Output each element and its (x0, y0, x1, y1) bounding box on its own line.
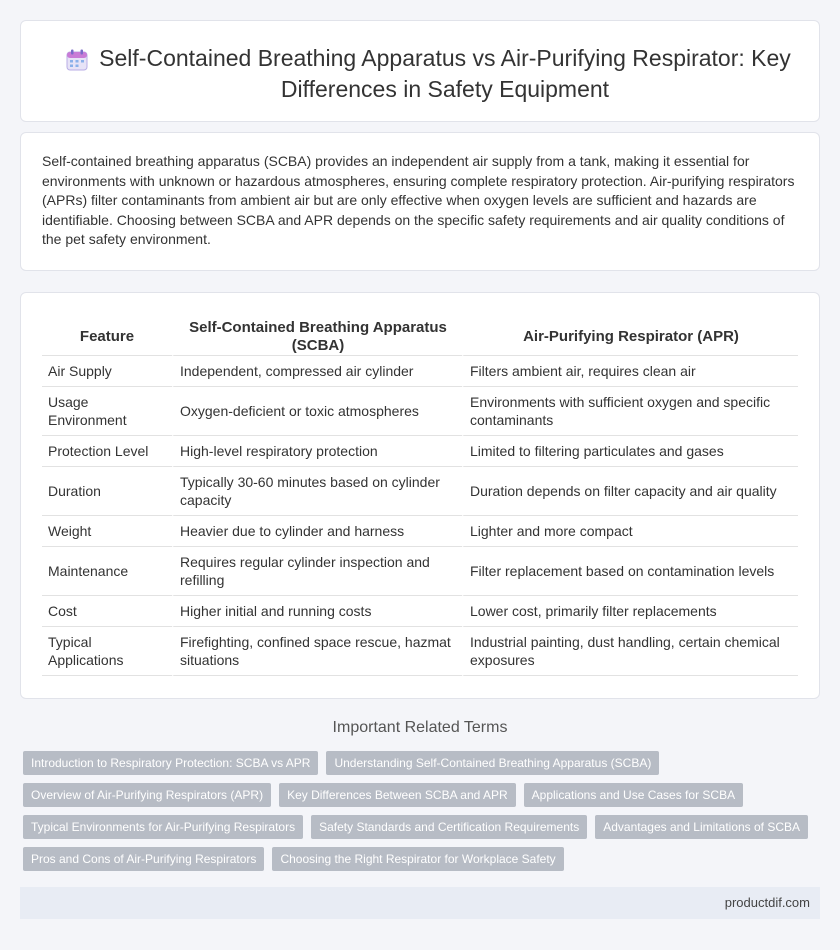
title-block (21, 43, 819, 105)
table-cell-scba: Firefighting, confined space rescue, hazmat situations (172, 627, 462, 676)
related-term-tag[interactable]: Choosing the Right Respirator for Workplace Safety (272, 847, 563, 871)
table-cell-feature: Protection Level (42, 436, 172, 467)
column-header-apr: Air-Purifying Respirator (APR) (462, 311, 798, 356)
table-cell-apr: Lighter and more compact (462, 516, 798, 547)
related-term-tag[interactable]: Applications and Use Cases for SCBA (524, 783, 743, 807)
table-row (42, 516, 798, 547)
intro-paragraph: Self-contained breathing apparatus (SCBA) provides an independent air supply from a tank, making it essential for environments with unknown or hazardous atmospheres, ensuring complete respiratory protection. Air-purifying respirators (APRs) filter contaminants from ambient air but are only effective when oxygen levels are sufficient and hazards are identifiable. Choosing between SCBA and APR depends on the specific safety requirements and air quality conditions of the pet safety environment. (42, 153, 795, 247)
table-cell-feature: Weight (42, 516, 172, 547)
table-cell-scba: Independent, compressed air cylinder (172, 356, 462, 387)
table-cell-feature: Cost (42, 596, 172, 627)
table-row (42, 356, 798, 387)
table-cell-scba: Typically 30-60 minutes based on cylinder capacity (172, 467, 462, 516)
table-cell-scba: Higher initial and running costs (172, 596, 462, 627)
header-card (20, 20, 820, 122)
table-row (42, 467, 798, 516)
table-cell-apr: Filters ambient air, requires clean air (462, 356, 798, 387)
table-row (42, 436, 798, 467)
table-cell-scba: Requires regular cylinder inspection and refilling (172, 547, 462, 596)
footer (20, 887, 820, 919)
comparison-card (20, 292, 820, 699)
calendar-icon (65, 48, 89, 72)
related-term-tag[interactable]: Introduction to Respiratory Protection: SCBA vs APR (23, 751, 318, 775)
page-title: Self-Contained Breathing Apparatus vs Air-Purifying Respirator: Key Differences in Safety Equipment (99, 45, 791, 102)
table-cell-feature: Maintenance (42, 547, 172, 596)
related-term-tag[interactable]: Safety Standards and Certification Requirements (311, 815, 587, 839)
table-cell-feature: Duration (42, 467, 172, 516)
related-term-tag[interactable]: Understanding Self-Contained Breathing Apparatus (SCBA) (326, 751, 659, 775)
column-header-feature: Feature (42, 311, 172, 356)
table-cell-apr: Filter replacement based on contamination levels (462, 547, 798, 596)
related-terms-heading: Important Related Terms (332, 719, 508, 736)
intro-card (20, 132, 820, 271)
table-cell-apr: Duration depends on filter capacity and air quality (462, 467, 798, 516)
table-cell-scba: Heavier due to cylinder and harness (172, 516, 462, 547)
related-term-tag[interactable]: Key Differences Between SCBA and APR (279, 783, 516, 807)
table-header-row (42, 311, 798, 356)
comparison-table (42, 311, 798, 676)
table-row (42, 596, 798, 627)
related-terms-list (23, 751, 823, 879)
table-cell-feature: Air Supply (42, 356, 172, 387)
table-cell-feature: Typical Applications (42, 627, 172, 676)
related-term-tag[interactable]: Overview of Air-Purifying Respirators (APR) (23, 783, 271, 807)
table-cell-apr: Industrial painting, dust handling, certain chemical exposures (462, 627, 798, 676)
table-cell-feature: Usage Environment (42, 387, 172, 436)
table-row (42, 387, 798, 436)
related-term-tag[interactable]: Advantages and Limitations of SCBA (595, 815, 808, 839)
table-cell-scba: Oxygen-deficient or toxic atmospheres (172, 387, 462, 436)
table-row (42, 627, 798, 676)
table-row (42, 547, 798, 596)
table-cell-apr: Lower cost, primarily filter replacements (462, 596, 798, 627)
table-cell-scba: High-level respiratory protection (172, 436, 462, 467)
table-cell-apr: Limited to filtering particulates and gases (462, 436, 798, 467)
related-term-tag[interactable]: Pros and Cons of Air-Purifying Respirators (23, 847, 264, 871)
related-term-tag[interactable]: Typical Environments for Air-Purifying Respirators (23, 815, 303, 839)
footer-site-link[interactable]: productdif.com (724, 895, 810, 910)
table-cell-apr: Environments with sufficient oxygen and specific contaminants (462, 387, 798, 436)
column-header-scba: Self-Contained Breathing Apparatus (SCBA) (172, 311, 462, 356)
